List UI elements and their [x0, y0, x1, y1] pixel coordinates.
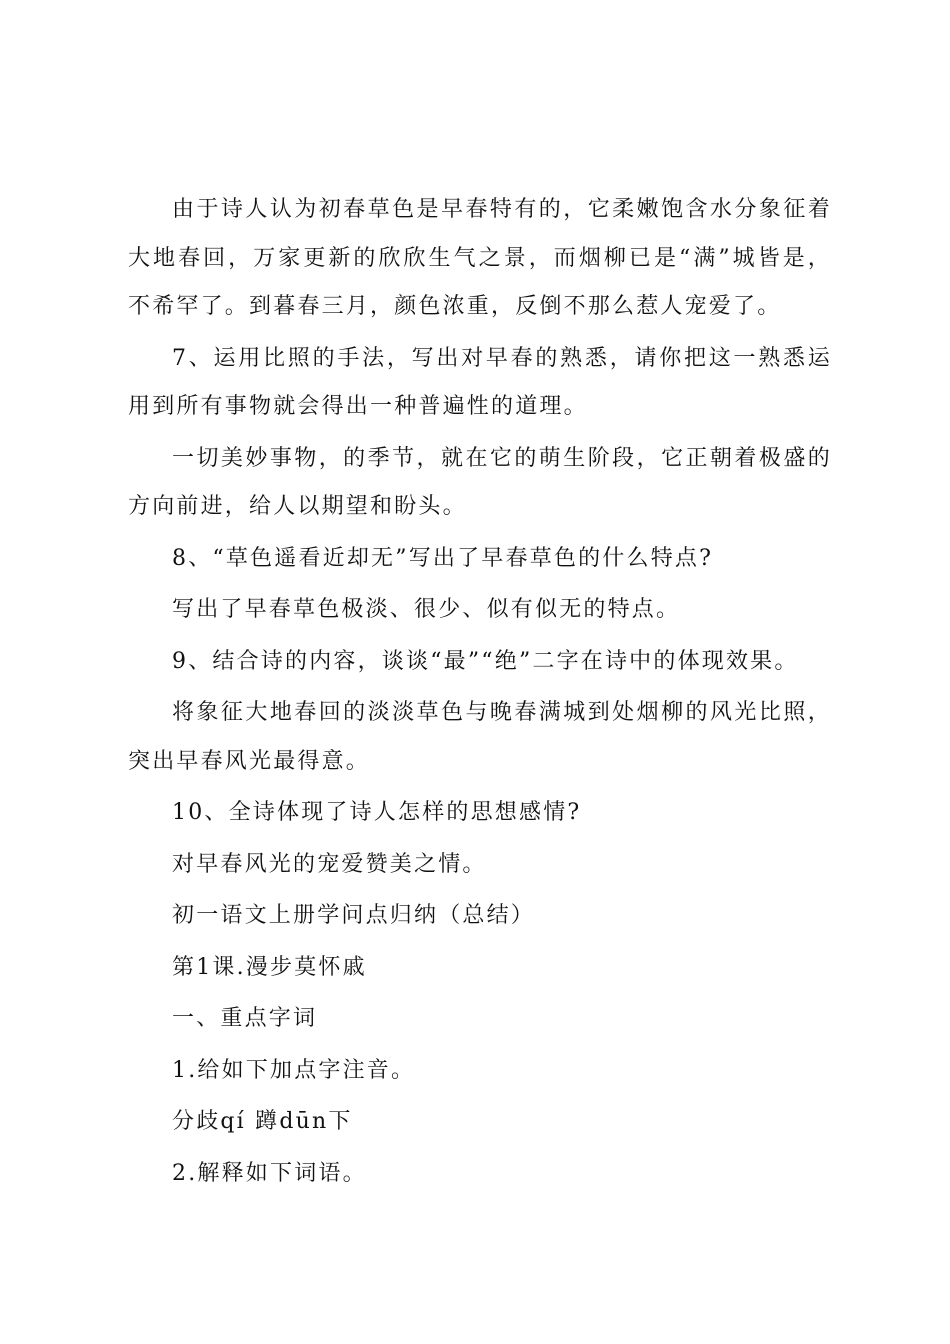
task-1: 1.给如下加点字注音。	[172, 1057, 416, 1083]
question-8: 8、“草色遥看近却无”写出了早春草色的什么特点?	[172, 545, 714, 571]
document-body	[128, 186, 832, 1198]
answer-10: 对早春风光的宠爱赞美之情。	[172, 851, 487, 877]
lesson-title: 第1课.漫步莫怀戚	[172, 954, 367, 980]
answer-7: 一切美妙事物，的季节，就在它的萌生阶段，它正朝着极盛的方向前进，给人以期望和盼头。	[128, 445, 832, 519]
pinyin-line: 分歧qí 蹲dūn下	[172, 1109, 353, 1134]
paragraph-explanation: 由于诗人认为初春草色是早春特有的，它柔嫩饱含水分象征着大地春回，万家更新的欣欣生气之景，而烟柳已是“满”城皆是，不希罕了。到暮春三月，颜色浓重，反倒不那么惹人宠爱了。	[128, 197, 832, 319]
task-2: 2.解释如下词语。	[172, 1160, 367, 1186]
section-heading: 初一语文上册学问点归纳（总结）	[172, 903, 536, 928]
question-10: 10、全诗体现了诗人怎样的思想感情?	[172, 800, 582, 825]
answer-8: 写出了早春草色极淡、很少、似有似无的特点。	[172, 597, 681, 622]
question-7: 7、运用比照的手法，写出对早春的熟悉，请你把这一熟悉运用到所有事物就会得出一种普遍性的道理。	[128, 345, 832, 419]
question-9: 9、结合诗的内容，谈谈“最”“绝”二字在诗中的体现效果。	[172, 648, 799, 674]
subheading-key-words: 一、重点字词	[172, 1006, 318, 1031]
answer-9: 将象征大地春回的淡淡草色与晚春满城到处烟柳的风光比照，突出早春风光最得意。	[128, 700, 832, 774]
